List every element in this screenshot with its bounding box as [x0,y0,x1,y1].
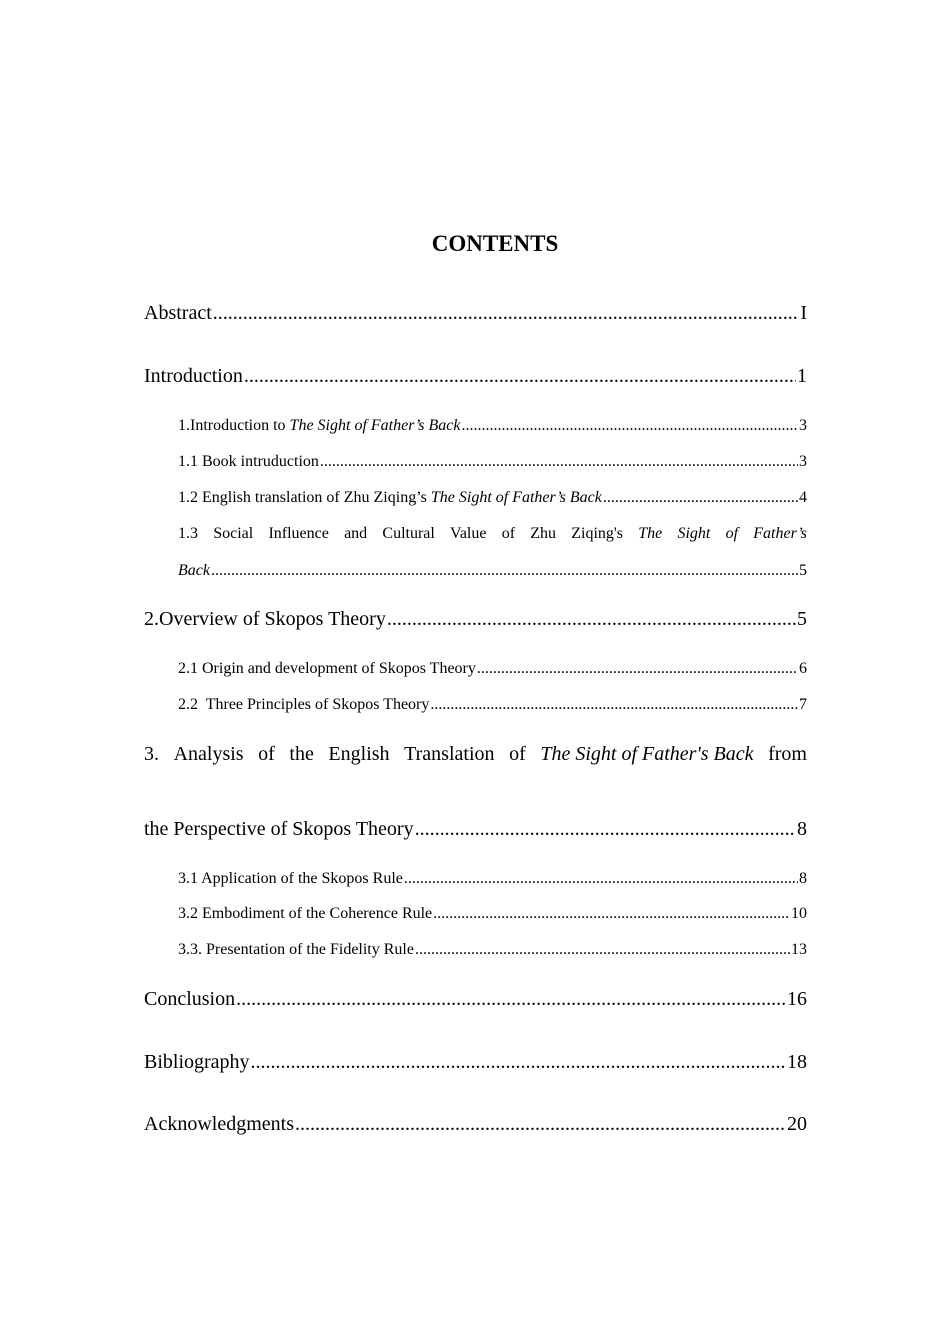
toc-word: the [289,743,314,765]
toc-leader [211,560,798,582]
toc-label: Bibliography [144,1051,250,1073]
toc-page-number: 20 [787,1113,807,1135]
toc-page-number: 7 [799,696,807,713]
toc-leader [251,1049,786,1075]
toc-label: 3.3. Presentation of the Fidelity Rule [178,941,414,958]
toc-word: Translation [404,743,495,765]
toc-word: Cultural [382,525,435,542]
toc-word-italic: Father’s [753,525,807,542]
toc-label: Conclusion [144,988,236,1010]
toc-leader [430,694,798,716]
toc-page-number: 3 [799,417,807,434]
toc-page-number: 5 [797,608,807,630]
toc-word: 3. [144,743,159,765]
toc-label-italic: Back [178,562,210,579]
toc-entry-1-3-line2[interactable] [178,560,807,582]
toc-word: Ziqing's [571,525,624,542]
toc-label-italic: The Sight of Father’s Back [430,489,602,506]
toc-page-number: 13 [791,941,807,958]
toc-entry-1-2[interactable] [178,487,807,509]
toc-word: 1.3 [178,525,198,542]
toc-label: 1.2 English translation of Zhu Ziqing’s The Sight of Father’s Back [178,489,602,506]
toc-leader [320,451,798,473]
toc-leader [433,903,790,925]
toc-entry-2[interactable] [144,606,807,632]
toc-leader [236,986,786,1012]
toc-word: Analysis [173,743,244,765]
page-title: CONTENTS [431,231,559,256]
toc-entry-conclusion[interactable] [144,986,807,1012]
toc-entry-1-3-line1[interactable] [178,523,807,545]
toc-page-number: 5 [799,562,807,579]
toc-entry-acknowledgments[interactable] [144,1111,807,1137]
toc-word: Social [213,525,254,542]
toc-label: Introduction [144,365,243,387]
toc-leader [244,363,796,389]
toc-word: Value [450,525,487,542]
toc-entry-3-line1[interactable] [144,741,807,767]
toc-label: 2.2 Three Principles of Skopos Theory [178,696,430,713]
toc-word: Zhu [530,525,557,542]
toc-page-number: 8 [797,818,807,840]
toc-page-number: 8 [799,870,807,887]
toc-label: 1.1 Book intruduction [178,453,319,470]
toc-page-number: 10 [791,905,807,922]
toc-entry-3-1[interactable] [178,868,807,890]
toc-label: Abstract [144,302,212,324]
toc-word: of [258,743,275,765]
toc-word-italic: of [725,525,739,542]
toc-page-number: 18 [787,1051,807,1073]
toc-page-number: I [800,302,807,324]
toc-entry-1[interactable] [178,415,807,437]
toc-leader [603,487,798,509]
toc-label: 1.Introduction to The Sight of Father’s Back [178,417,461,434]
toc-leader [295,1111,786,1137]
toc-page-number: 1 [797,365,807,387]
toc-label: 3.2 Embodiment of the Coherence Rule [178,905,433,922]
toc-entry-abstract[interactable] [144,300,807,326]
toc-entry-bibliography[interactable] [144,1049,807,1075]
toc-label: 3.1 Application of the Skopos Rule [178,870,403,887]
toc-label: Acknowledgments [144,1113,294,1135]
toc-leader [462,415,799,437]
toc-label: 2.1 Origin and development of Skopos Theory [178,660,476,677]
toc-entry-3-2[interactable] [178,903,807,925]
toc-word: Influence [268,525,329,542]
toc-word: English [328,743,390,765]
toc-entry-2-2[interactable] [178,694,807,716]
toc-leader [404,868,798,890]
toc-page-number: 3 [799,453,807,470]
toc-entry-2-1[interactable] [178,658,807,680]
toc-leader [415,816,796,842]
toc-page-number: 6 [799,660,807,677]
toc-label: the Perspective of Skopos Theory [144,818,414,840]
toc-label-italic: The Sight of Father’s Back [289,417,461,434]
toc-entry-3-3[interactable] [178,939,807,961]
toc-label: 2.Overview of Skopos Theory [144,608,386,630]
toc-leader [415,939,790,961]
toc-entry-3-line2[interactable] [144,816,807,842]
toc-leader [477,658,798,680]
toc-label-italic: The Sight of Father's Back [540,743,754,765]
toc-word: of [501,525,516,542]
toc-leader [213,300,800,326]
toc-entry-introduction[interactable] [144,363,807,389]
toc-word-italic: The [638,525,663,542]
toc-page-number: 16 [787,988,807,1010]
toc-word: and [344,525,368,542]
toc-page-number: 4 [799,489,807,506]
toc-entry-1-1[interactable] [178,451,807,473]
toc-word: of [509,743,526,765]
toc-leader [387,606,796,632]
toc-word-italic: Sight [677,525,711,542]
toc-word: from [768,743,807,765]
